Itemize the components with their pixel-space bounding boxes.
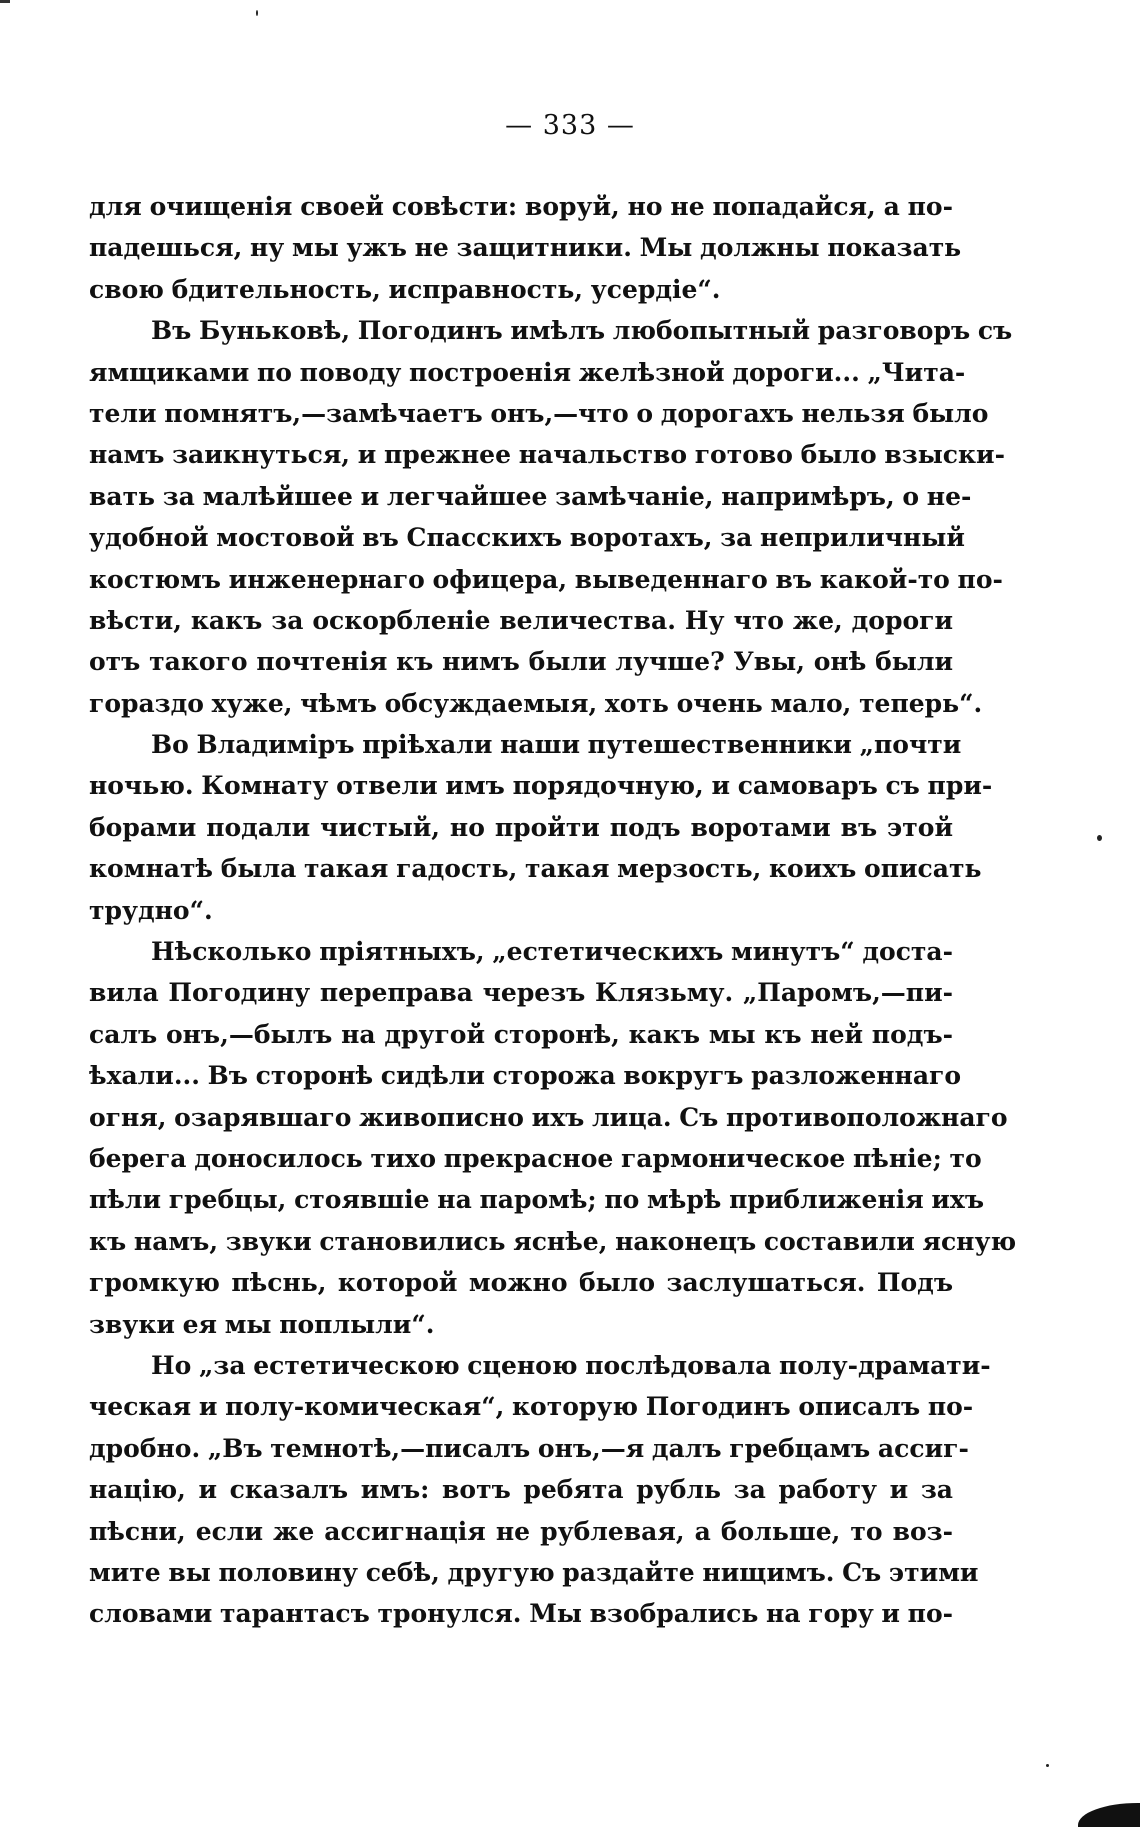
text-line: Во Владиміръ пріѣхали наши путешественники „почти — [151, 730, 962, 760]
text-line: націю, и сказалъ имъ: вотъ ребята рубль за работу и за — [89, 1475, 953, 1505]
text-line: ческая и полу-комическая“, которую Погодинъ описалъ по- — [89, 1392, 974, 1422]
text-line: пѣли гребцы, стоявшіе на паромѣ; по мѣрѣ приближенія ихъ — [89, 1185, 984, 1215]
text-line: ночью. Комнату отвели имъ порядочную, и самоваръ съ при- — [89, 771, 993, 801]
text-line: словами тарантасъ тронулся. Мы взобрались на гору и по- — [89, 1599, 954, 1629]
text-line: къ намъ, звуки становились яснѣе, наконецъ составили ясную — [89, 1226, 1017, 1256]
text-line: вѣсти, какъ за оскорбленіе величества. Ну что же, дороги — [89, 605, 953, 635]
scan-speck — [1046, 1764, 1049, 1767]
text-line: ѣхали... Въ сторонѣ сидѣли сторожа вокругъ разложеннаго — [89, 1061, 962, 1091]
text-line: падешься, ну мы ужъ не защитники. Мы должны показать — [89, 233, 962, 263]
text-line: Въ Буньковѣ, Погодинъ имѣлъ любопытный разговоръ съ — [151, 316, 1013, 346]
text-line: удобной мостовой въ Спасскихъ воротахъ, за неприличный — [89, 523, 965, 553]
scan-speck — [256, 10, 258, 16]
text-line: мите вы половину себѣ, другую раздайте нищимъ. Съ этими — [89, 1557, 979, 1587]
scan-edge-mark — [1078, 1803, 1140, 1827]
text-line: намъ заикнуться, и прежнее начальство готово было взыски- — [89, 440, 1005, 470]
text-line: вила Погодину переправа черезъ Клязьму. „Паромъ,—пи- — [89, 978, 953, 1008]
page-number: — 333 — — [505, 110, 635, 141]
text-line: Нѣсколько пріятныхъ, „естетическихъ минутъ“ доста- — [151, 937, 953, 967]
text-line: огня, озарявшаго живописно ихъ лица. Съ противоположнаго — [89, 1102, 1008, 1132]
scan-speck — [1097, 835, 1102, 841]
text-line: отъ такого почтенія къ нимъ были лучше? Увы, онѣ были — [89, 647, 953, 677]
text-line: костюмъ инженернаго офицера, выведеннаго въ какой-то по- — [89, 564, 1003, 594]
scan-corner-mark — [0, 0, 10, 3]
text-line: пѣсни, если же ассигнація не рублевая, а больше, то воз- — [89, 1516, 953, 1546]
text-line: борами подали чистый, но пройти подъ воротами въ этой — [89, 812, 953, 842]
text-line: звуки ея мы поплыли“. — [89, 1309, 435, 1339]
text-line: гораздо хуже, чѣмъ обсуждаемыя, хоть очень мало, теперь“. — [89, 688, 983, 718]
text-line: берега доносилось тихо прекрасное гармоническое пѣніе; то — [89, 1143, 982, 1173]
text-line: салъ онъ,—былъ на другой сторонѣ, какъ мы къ ней подъ- — [89, 1019, 953, 1049]
text-line: дробно. „Въ темнотѣ,—писалъ онъ,—я далъ гребцамъ ассиг- — [89, 1433, 969, 1463]
text-line: для очищенія своей совѣсти: воруй, но не попадайся, а по- — [89, 192, 953, 221]
text-line: тели помнятъ,—замѣчаетъ онъ,—что о дорогахъ нельзя было — [89, 398, 989, 428]
text-line: громкую пѣснь, которой можно было заслушаться. Подъ — [89, 1268, 953, 1298]
text-line: свою бдительность, исправность, усердіе“. — [89, 274, 721, 304]
text-line: комнатѣ была такая гадость, такая мерзость, коихъ описать — [89, 854, 982, 884]
text-line: Но „за естетическою сценою послѣдовала полу-драмати- — [151, 1350, 991, 1380]
body-text — [89, 186, 1017, 1635]
text-line: ямщиками по поводу построенія желѣзной дороги... „Чита- — [89, 357, 966, 387]
text-line: вать за малѣйшее и легчайшее замѣчаніе, напримѣръ, о не- — [89, 481, 972, 511]
text-line: трудно“. — [89, 895, 213, 925]
